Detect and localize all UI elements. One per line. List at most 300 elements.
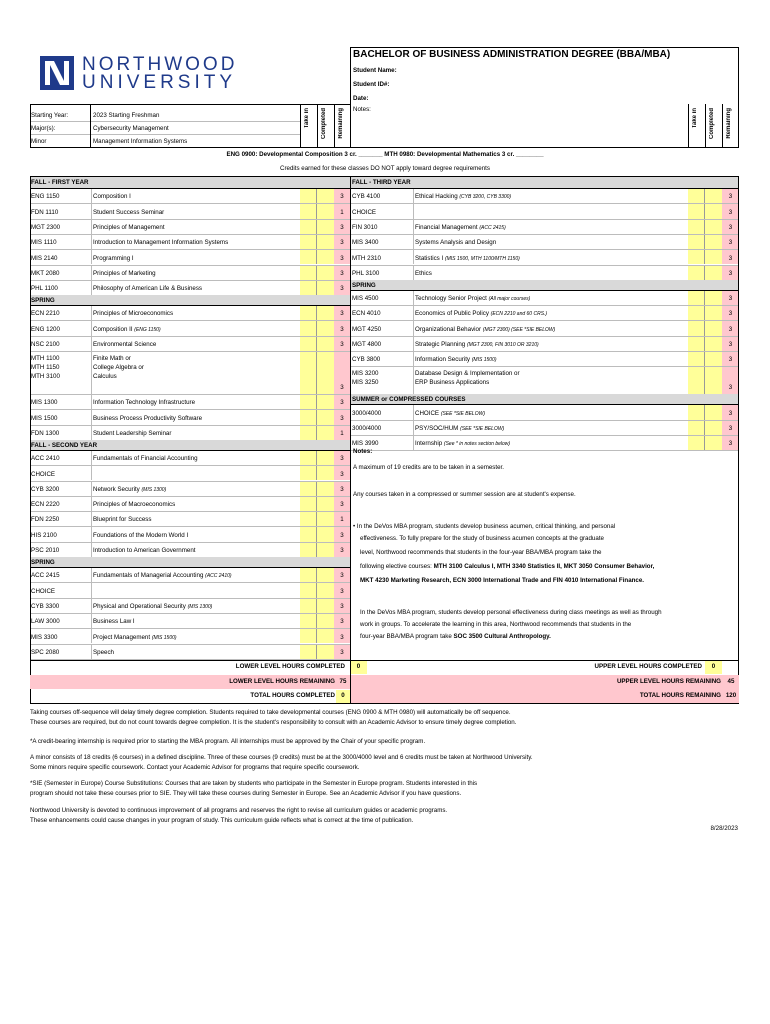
fall3-course-0-code: CYB 4100 (352, 193, 381, 201)
fall1-course-4-credits: 3 (340, 254, 344, 262)
fall2-course-4-title-wrap (93, 516, 151, 524)
spring3-course-2-code: MGT 4250 (352, 325, 382, 333)
spring2-course-0-prereq: (ACC 2410) (205, 573, 232, 580)
note-mba-electives-l3: level, Northwood recommends that students in the four-year BBA/MBA program take the (360, 549, 602, 556)
fall2-course-4-title: Blueprint for Success (93, 516, 152, 524)
spring3-course-4-completed-cell[interactable] (705, 352, 722, 366)
spring2-course-5-title: Speech (93, 648, 114, 656)
total-remaining-value: 120 (725, 692, 737, 699)
summer-course-1-completed-cell[interactable] (705, 421, 722, 435)
spring3-course-2-title-wrap (415, 326, 555, 334)
remaining-header-left: Remaining (338, 108, 344, 139)
spring-third-year-header: SPRING (352, 281, 376, 289)
note-mba-electives-l4 (360, 563, 654, 571)
spring1b-course-2-credits: 1 (340, 429, 344, 437)
spring2-course-3-title-wrap (93, 618, 135, 626)
fall1-course-4-take-in-cell[interactable] (300, 250, 317, 264)
starting-year-value: 2023 Starting Freshman (93, 112, 160, 119)
mis-choice-code-0: MIS 3200 (352, 370, 379, 378)
fall1-course-4-completed-cell[interactable] (317, 250, 334, 264)
fall1-course-2-title: Principles of Management (93, 223, 165, 231)
spring3-course-2-credits: 3 (728, 325, 733, 333)
spring1b-course-0-credits: 3 (340, 399, 344, 407)
spring2-course-5-completed-cell[interactable] (317, 645, 334, 659)
total-remaining-label: TOTAL HOURS REMAINING (639, 692, 721, 699)
note-mba-electives-l4-text: following elective courses: (360, 563, 434, 570)
date-label: Date: (353, 95, 369, 102)
math-choice-credits: 3 (340, 384, 344, 391)
upper-completed-value: 0 (711, 663, 716, 670)
spring3-course-3-credits: 3 (728, 341, 733, 348)
page-title: BACHELOR OF BUSINESS ADMINISTRATION DEGREE (BBA/MBA) (353, 49, 671, 60)
spring1b-course-2-code: FDN 1300 (31, 429, 60, 437)
fall1-course-3-code: MIS 1110 (31, 239, 57, 247)
fall2-course-6-take-in-cell[interactable] (300, 543, 317, 557)
spring2-course-0-take-in-cell[interactable] (300, 568, 317, 582)
summer-course-0-code: 3000/4000 (352, 409, 382, 417)
fall3-course-0-prereq: (CYB 3200, CYB 3300) (459, 194, 512, 201)
spring-third-year-header-band (350, 280, 739, 290)
spring3-course-1-completed-cell[interactable] (705, 306, 722, 320)
spring1-course-2-code: NSC 2100 (31, 341, 60, 348)
spring3-course-1-take-in-cell[interactable] (688, 306, 705, 320)
spring3-course-1-title-wrap (415, 310, 547, 318)
summer-course-2-take-in-cell[interactable] (688, 436, 705, 450)
spring3-course-0-title: Technology Senior Project (415, 295, 487, 303)
fall2-course-0-title: Fundamentals of Financial Accounting (93, 455, 198, 463)
fall2-course-5-credits: 3 (340, 531, 344, 539)
spring3-course-3-completed-cell[interactable] (705, 337, 722, 351)
spring3-course-4-title: Information Security (415, 356, 471, 364)
fall3-course-4-prereq: (MIS 1500, MTH 1100/MTH 1150) (444, 255, 520, 262)
spring1b-course-1-title-wrap (93, 415, 202, 423)
minor-label: Minor (31, 138, 47, 145)
footer-improvement-l1: Northwood University is devoted to continuous improvement of all programs and reserves the right to revise all curriculum guides or academic programs. (30, 807, 448, 814)
completed-header-left: Completed (321, 108, 327, 140)
fall2-course-3-completed-cell[interactable] (317, 497, 334, 511)
fall1-course-5-title-wrap (93, 270, 156, 278)
mis-choice-take-in-cell[interactable] (688, 367, 705, 394)
note-personal-l3-text: four-year BBA/MBA program take (360, 633, 454, 640)
fall3-course-3-title: Systems Analysis and Design (415, 239, 497, 247)
spring3-course-4-title-wrap (415, 356, 497, 364)
spring1-course-1-take-in-cell[interactable] (300, 321, 317, 335)
fall1-course-2-title-wrap (93, 224, 165, 232)
spring3-course-4-code: CYB 3800 (352, 356, 381, 364)
fall2-course-3-code: ECN 2220 (31, 501, 60, 509)
university-name-line2: UNIVERSITY (82, 72, 237, 93)
footer-sequence-l2: These courses are required, but do not count towards degree completion. It is the student's responsibility to consult with an Academic Advisor to ensure timely degree completion. (30, 719, 517, 726)
math-choice-take-in-cell[interactable] (300, 352, 317, 394)
summer-course-1-take-in-cell[interactable] (688, 421, 705, 435)
spring1b-course-1-completed-cell[interactable] (317, 410, 334, 424)
spring1-course-2-take-in-cell[interactable] (300, 337, 317, 351)
summer-course-2-title: Internship (415, 440, 443, 448)
notes-header: Notes: (353, 448, 373, 455)
math-choice-code-0: MTH 1100 (31, 355, 60, 362)
spring3-course-0-completed-cell[interactable] (705, 291, 722, 305)
spring1b-course-2-title-wrap (93, 430, 171, 438)
fall2-course-2-completed-cell[interactable] (317, 482, 334, 496)
fall1-course-5-credits: 3 (340, 269, 344, 277)
fall3-course-2-title-wrap (415, 224, 506, 232)
fall1-course-2-take-in-cell[interactable] (300, 220, 317, 234)
spring1-course-0-credits: 3 (340, 310, 344, 318)
spring2-course-3-code: LAW 3000 (31, 618, 60, 626)
fall2-course-4-take-in-cell[interactable] (300, 512, 317, 526)
developmental-courses-line: ENG 0900: Developmental Composition 3 cr. _______ MTH 0980: Developmental Mathematics 3 cr. ________ (226, 151, 544, 158)
spring1b-course-0-code: MIS 1300 (31, 399, 58, 407)
math-choice-title-2: Calculus (93, 373, 117, 380)
summer-course-0-credits: 3 (728, 409, 733, 417)
summer-course-2-prereq: (See * in notes section below) (443, 441, 511, 448)
fall1-course-6-code: PHL 1100 (31, 285, 58, 293)
mis-choice-title-1: ERP Business Applications (415, 379, 490, 387)
spring1-course-2-completed-cell[interactable] (317, 337, 334, 351)
spring2-course-4-title: Project Management (93, 633, 151, 641)
summer-course-1-credits: 3 (728, 424, 733, 432)
fall1-course-0-title: Composition I (93, 193, 131, 201)
fall1-course-6-take-in-cell[interactable] (300, 281, 317, 295)
fall2-course-6-credits: 3 (340, 547, 344, 554)
fall2-course-0-completed-cell[interactable] (317, 451, 334, 465)
spring1b-course-0-title-wrap (93, 399, 195, 407)
fall2-course-2-title: Network Security (93, 485, 140, 493)
spring3-course-2-completed-cell[interactable] (705, 321, 722, 335)
fall3-course-3-credits: 3 (728, 239, 733, 247)
spring1b-course-2-take-in-cell[interactable] (300, 426, 317, 440)
spring3-course-2-title: Organizational Behavior (415, 325, 482, 333)
spring2-course-5-take-in-cell[interactable] (300, 645, 317, 659)
fall3-course-4-take-in-cell[interactable] (688, 250, 705, 264)
spring2-course-2-take-in-cell[interactable] (300, 599, 317, 613)
fall1-course-1-title: Student Success Seminar (93, 208, 165, 216)
fall2-course-4-code: FDN 2250 (31, 516, 60, 524)
fall-second-year-header: FALL - SECOND YEAR (31, 441, 98, 449)
fall3-course-5-take-in-cell[interactable] (688, 266, 705, 280)
upper-remaining-label: UPPER LEVEL HOURS REMAINING (616, 678, 721, 685)
spring3-course-2-prereq: (MGT 2300) (SEE *SIE BELOW) (482, 326, 556, 333)
mis-choice-code-1: MIS 3250 (352, 379, 379, 387)
fall2-course-0-code: ACC 2410 (31, 455, 60, 463)
fall3-course-1-take-in-cell[interactable] (688, 204, 705, 218)
fall1-course-2-code: MGT 2300 (31, 223, 61, 231)
fall1-course-0-credits: 3 (340, 193, 344, 201)
fall2-course-2-take-in-cell[interactable] (300, 482, 317, 496)
upper-completed-label: UPPER LEVEL HOURS COMPLETED (594, 663, 702, 670)
spring3-course-0-title-wrap (415, 295, 530, 303)
summer-course-0-completed-cell[interactable] (705, 405, 722, 419)
spring1b-course-1-take-in-cell[interactable] (300, 410, 317, 424)
spring1b-course-2-completed-cell[interactable] (317, 426, 334, 440)
spring1-course-0-title-wrap (93, 310, 173, 318)
spring3-course-1-prereq: (ECN 2210 and 60 CRS.) (490, 311, 548, 318)
majors-label: Major(s): (31, 125, 56, 132)
spring2-course-0-title: Fundamentals of Managerial Accounting (93, 572, 204, 580)
fall1-course-3-completed-cell[interactable] (317, 235, 334, 249)
spring1b-course-0-completed-cell[interactable] (317, 395, 334, 409)
fall1-course-6-title: Philosophy of American Life & Business (93, 285, 203, 293)
spring3-course-1-credits: 3 (728, 310, 733, 318)
fall2-course-2-prereq: (MIS 1300) (141, 486, 167, 493)
footer-internship: *A credit-bearing internship is required prior to starting the MBA program. All internships must be approved by the Chair of your specific program. (30, 738, 426, 745)
spring2-course-2-credits: 3 (340, 602, 344, 610)
fall3-course-5-title-wrap (415, 270, 432, 278)
spring3-course-3-prereq: (MGT 2300, FIN 3010 OR 3210) (466, 342, 539, 348)
fall1-course-6-completed-cell[interactable] (317, 281, 334, 295)
fall1-course-0-completed-cell[interactable] (317, 189, 334, 203)
fall3-course-3-completed-cell[interactable] (705, 235, 722, 249)
spring3-course-3-title: Strategic Planning (415, 341, 466, 348)
fall3-course-2-prereq: (ACC 2415) (479, 224, 506, 231)
spring1b-course-0-title: Information Technology Infrastructure (93, 399, 196, 407)
math-choice-title-0: Finite Math or (93, 355, 131, 362)
fall2-course-6-code: PSC 2010 (31, 547, 60, 554)
fall1-course-5-take-in-cell[interactable] (300, 266, 317, 280)
fall3-course-2-completed-cell[interactable] (705, 220, 722, 234)
fall2-course-5-completed-cell[interactable] (317, 527, 334, 541)
spring1-course-1-title-wrap (93, 326, 161, 334)
footer-minor-l1: A minor consists of 18 credits (6 courses) in a defined discipline. Three of these courses (9 credits) must be at the 3000/4000 level and 6 credits must be taken at Northwood University. (30, 754, 533, 761)
spring1b-course-1-credits: 3 (340, 414, 344, 422)
spring1-course-0-title: Principles of Microeconomics (93, 310, 174, 318)
spring1-course-1-title: Composition II (93, 325, 133, 333)
lower-remaining-label: LOWER LEVEL HOURS REMAINING (229, 678, 335, 685)
spring2-course-5-credits: 3 (340, 648, 344, 656)
summer-course-0-title: CHOICE (415, 409, 440, 417)
spring3-course-1-code: ECN 4010 (352, 310, 381, 318)
fall2-course-4-credits: 1 (340, 516, 344, 524)
spring1-course-2-credits: 3 (340, 341, 344, 348)
fall-first-year-header: FALL - FIRST YEAR (31, 179, 89, 186)
footer-minor-l2: Some minors require specific coursework. Contact your Academic Advisor for programs that require specific coursework. (30, 764, 360, 771)
spring2-course-5-code: SPC 2080 (31, 648, 60, 656)
spring3-course-4-take-in-cell[interactable] (688, 352, 705, 366)
spring1-course-1-prereq: (ENG 1150) (134, 326, 161, 333)
summer-course-0-title-wrap (415, 410, 485, 418)
summer-course-2-title-wrap (415, 440, 510, 448)
fall1-course-1-credits: 1 (340, 208, 344, 216)
fall1-course-4-title-wrap (93, 255, 134, 263)
completed-header-right: Completed (709, 108, 715, 140)
spring1b-course-1-code: MIS 1500 (31, 414, 58, 422)
fall3-course-3-title-wrap (415, 239, 496, 247)
note-personal-course: SOC 3500 Cultural Anthropology. (453, 633, 551, 640)
spring2-course-0-completed-cell[interactable] (317, 568, 334, 582)
fall3-course-4-completed-cell[interactable] (705, 250, 722, 264)
note-personal-l3 (360, 633, 551, 641)
spring1-course-0-completed-cell[interactable] (317, 306, 334, 320)
fall2-course-0-take-in-cell[interactable] (300, 451, 317, 465)
spring2-course-4-prereq: (MIS 1500) (151, 634, 177, 641)
spring3-course-3-title-wrap (415, 341, 539, 349)
spring2-course-2-title-wrap (93, 603, 212, 611)
fall3-course-2-title: Financial Management (415, 223, 478, 231)
fall1-course-3-title: Introduction to Management Information Systems (93, 239, 229, 247)
lower-completed-label: LOWER LEVEL HOURS COMPLETED (235, 663, 345, 670)
fall1-course-0-code: ENG 1150 (31, 193, 60, 201)
spring3-course-0-code: MIS 4500 (352, 295, 379, 303)
fall1-course-4-title: Programming I (93, 254, 134, 262)
spring2-course-3-completed-cell[interactable] (317, 614, 334, 628)
take-in-header-left: Take in (304, 108, 310, 129)
note-mba-electives-courses: MTH 3100 Calculus I, MTH 3340 Statistics II, MKT 3050 Consumer Behavior, (433, 563, 655, 570)
credits-note: Credits earned for these classes DO NOT apply toward degree requirements (279, 165, 490, 172)
summer-course-1-code: 3000/4000 (352, 424, 382, 432)
spring2-course-4-take-in-cell[interactable] (300, 629, 317, 643)
spring2-course-4-code: MIS 3300 (31, 633, 58, 641)
university-logo (40, 56, 245, 92)
fall3-course-2-credits: 3 (728, 223, 733, 231)
spring-first-year-header: SPRING (31, 297, 55, 305)
spring-second-year-header-band (30, 557, 350, 567)
mis-choice-credits: 3 (728, 384, 733, 392)
spring2-course-0-title-wrap (93, 572, 232, 580)
summer-course-2-code: MIS 3990 (352, 440, 379, 448)
spring-second-year-header: SPRING (31, 559, 55, 566)
fall2-course-5-code: HIS 2100 (31, 531, 57, 539)
spring1-course-2-title: Environmental Science (93, 341, 157, 348)
fall3-course-3-code: MIS 3400 (352, 239, 379, 247)
summer-course-2-credits: 3 (728, 440, 733, 448)
fall2-course-1-credits: 3 (340, 470, 344, 478)
fall1-course-5-completed-cell[interactable] (317, 266, 334, 280)
northwood-n-icon (40, 56, 74, 90)
spring-first-year-header-band (30, 295, 350, 305)
footer-sie-l1: *SIE (Semester in Europe) Course Substitutions: Courses that are taken by students who participate in the Semester in Europe program. Students interested in this (30, 780, 478, 787)
fall1-course-5-code: MKT 2080 (31, 269, 60, 277)
fall3-course-0-title-wrap (415, 193, 511, 201)
fall1-course-0-title-wrap (93, 193, 131, 201)
fall2-course-1-take-in-cell[interactable] (300, 466, 317, 480)
university-name-line1: NORTHWOOD (82, 54, 238, 75)
spring2-course-3-title: Business Law I (93, 618, 135, 626)
fall3-course-4-title-wrap (415, 255, 520, 263)
summer-course-2-completed-cell[interactable] (705, 436, 722, 450)
fall3-course-0-take-in-cell[interactable] (688, 189, 705, 203)
student-name-label: Student Name: (353, 67, 397, 74)
lower-remaining-value: 75 (339, 678, 347, 685)
fall2-course-3-take-in-cell[interactable] (300, 497, 317, 511)
fall1-course-6-credits: 3 (340, 285, 344, 293)
fall3-course-5-code: PHL 3100 (352, 269, 380, 277)
fall3-course-5-credits: 3 (728, 269, 733, 277)
fall3-course-1-completed-cell[interactable] (705, 204, 722, 218)
summer-course-1-title: PSY/SOC/HUM (415, 424, 459, 432)
fall3-course-4-code: MTH 2310 (352, 254, 381, 262)
mis-choice-title-0: Database Design & Implementation or (415, 370, 520, 378)
summer-course-0-take-in-cell[interactable] (688, 405, 705, 419)
fall2-course-5-title-wrap (93, 532, 188, 540)
spring3-course-2-take-in-cell[interactable] (688, 321, 705, 335)
spring2-course-0-credits: 3 (340, 572, 344, 580)
summer-courses-header: SUMMER or COMPRESSED COURSES (352, 396, 466, 404)
spring2-course-3-take-in-cell[interactable] (300, 614, 317, 628)
spring1-course-1-completed-cell[interactable] (317, 321, 334, 335)
spring2-course-1-take-in-cell[interactable] (300, 583, 317, 597)
fall1-course-5-title: Principles of Marketing (93, 269, 156, 277)
fall2-course-3-title: Principles of Macroeconomics (93, 501, 176, 509)
spring3-course-3-code: MGT 4800 (352, 341, 382, 348)
majors-value: Cybersecurity Management (93, 125, 169, 132)
spring2-course-5-title-wrap (93, 649, 114, 657)
spring2-course-2-code: CYB 3300 (31, 602, 60, 610)
fall2-course-4-completed-cell[interactable] (317, 512, 334, 526)
notes-label: Notes: (353, 106, 371, 113)
summer-course-1-prereq: (SEE *SIE BELOW) (460, 425, 505, 432)
math-choice-code-1: MTH 1150 (31, 364, 60, 371)
fall3-course-0-completed-cell[interactable] (705, 189, 722, 203)
mis-choice-completed-cell[interactable] (705, 367, 722, 394)
fall1-course-3-credits: 3 (340, 239, 344, 247)
spring3-course-0-take-in-cell[interactable] (688, 291, 705, 305)
fall1-course-6-title-wrap (93, 285, 202, 293)
fall3-course-5-title: Ethics (415, 269, 432, 277)
spring1-course-0-take-in-cell[interactable] (300, 306, 317, 320)
fall1-course-0-take-in-cell[interactable] (300, 189, 317, 203)
spring2-course-4-completed-cell[interactable] (317, 629, 334, 643)
spring2-course-4-credits: 3 (340, 633, 344, 641)
fall1-course-1-title-wrap (93, 209, 164, 217)
spring2-course-1-credits: 3 (340, 587, 344, 595)
fall3-course-5-completed-cell[interactable] (705, 266, 722, 280)
note-personal-l1: In the DeVos MBA program, students develop personal effectiveness during class meetings as well as through (360, 609, 662, 616)
fall2-course-1-completed-cell[interactable] (317, 466, 334, 480)
fall3-course-2-take-in-cell[interactable] (688, 220, 705, 234)
fall2-course-2-code: CYB 3200 (31, 485, 60, 493)
spring1-course-2-title-wrap (93, 341, 156, 349)
note-personal-l2: work in groups. To accelerate the learning in this area, Northwood recommends that students in the (360, 621, 632, 628)
fall1-course-2-completed-cell[interactable] (317, 220, 334, 234)
take-in-header-right: Take in (692, 108, 698, 129)
fall1-course-2-credits: 3 (340, 223, 344, 231)
remaining-header-right: Remaining (726, 108, 732, 139)
fall3-course-1-code: CHOICE (352, 208, 377, 216)
fall2-course-6-title: Introduction to American Government (93, 547, 196, 554)
minor-value: Management Information Systems (93, 138, 188, 145)
fall2-course-5-take-in-cell[interactable] (300, 527, 317, 541)
fall2-course-6-completed-cell[interactable] (317, 543, 334, 557)
fall1-course-1-take-in-cell[interactable] (300, 204, 317, 218)
fall2-course-6-title-wrap (93, 547, 196, 555)
math-choice-completed-cell[interactable] (317, 352, 334, 394)
fall2-course-2-credits: 3 (340, 485, 344, 493)
spring3-course-0-prereq: (All major courses) (488, 296, 531, 303)
spring2-course-1-completed-cell[interactable] (317, 583, 334, 597)
fall3-course-0-title: Ethical Hacking (415, 193, 458, 201)
student-id-label: Student ID#: (353, 81, 390, 88)
fall3-course-3-take-in-cell[interactable] (688, 235, 705, 249)
spring2-course-2-completed-cell[interactable] (317, 599, 334, 613)
fall2-course-0-credits: 3 (340, 455, 344, 463)
spring2-course-2-title: Physical and Operational Security (93, 602, 186, 610)
spring2-course-2-prereq: (MIS 1300) (187, 603, 213, 610)
spring2-course-3-credits: 3 (340, 618, 344, 626)
spring1b-course-0-take-in-cell[interactable] (300, 395, 317, 409)
note-mba-electives-l1: • In the DeVos MBA program, students develop business acumen, critical thinking, and personal (353, 523, 616, 530)
spring3-course-4-credits: 3 (728, 356, 733, 364)
footer-sequence-l1: Taking courses off-sequence will delay timely degree completion. Students required to take developmental courses (ENG 0900 & MTH 0980) will automatically be off sequence. (30, 709, 511, 716)
spring3-course-3-take-in-cell[interactable] (688, 337, 705, 351)
fall1-course-3-take-in-cell[interactable] (300, 235, 317, 249)
fall1-course-4-code: MIS 2140 (31, 254, 58, 262)
fall3-course-4-title: Statistics I (415, 254, 444, 262)
fall3-course-1-credits: 3 (728, 208, 733, 216)
total-completed-label: TOTAL HOURS COMPLETED (250, 692, 335, 699)
summer-course-0-prereq: (SEE *SIE BELOW) (440, 410, 485, 417)
fall1-course-1-completed-cell[interactable] (317, 204, 334, 218)
fall1-course-1-code: FDN 1110 (31, 208, 59, 216)
